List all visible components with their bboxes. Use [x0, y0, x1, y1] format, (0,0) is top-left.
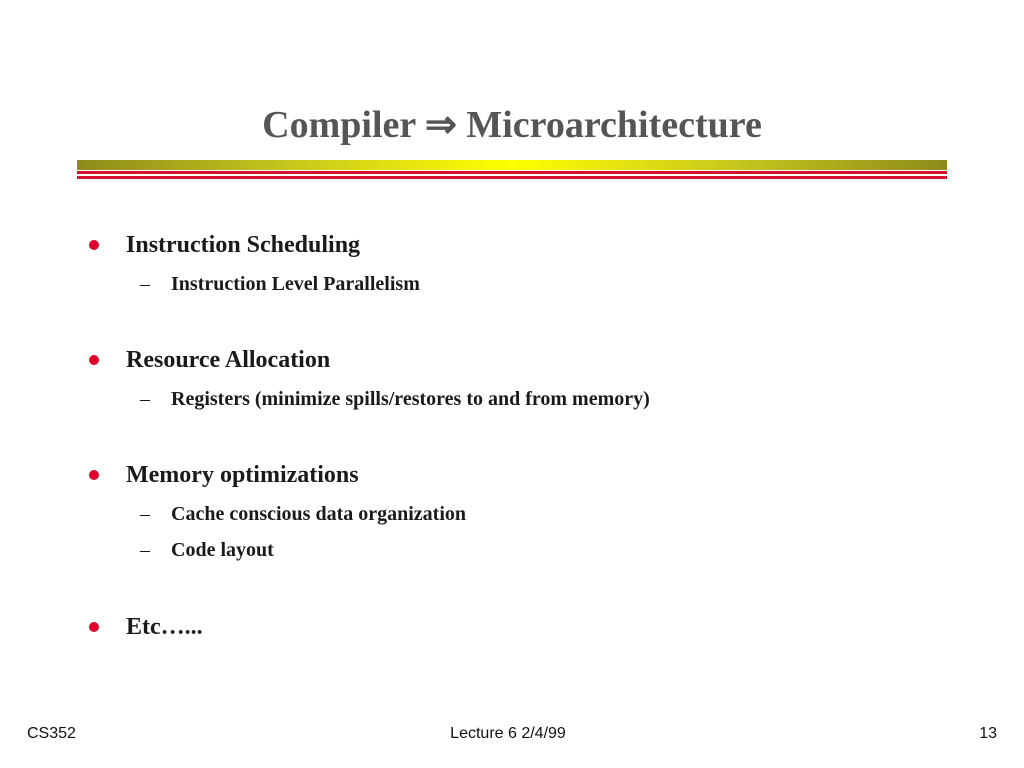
bullet-text: Etc…... [126, 614, 203, 640]
bullet-item [0, 344, 1024, 376]
sub-bullet-item [0, 536, 1024, 564]
footer-page-number: 13 [979, 725, 997, 742]
sub-bullet-item [0, 500, 1024, 528]
dash-icon: – [140, 273, 150, 295]
bullet-item [0, 229, 1024, 261]
bullet-item [0, 611, 1024, 643]
sub-bullet-text: Code layout [171, 539, 274, 561]
dash-icon: – [140, 503, 150, 525]
footer-lecture: Lecture 6 2/4/99 [450, 725, 566, 742]
bullet-dot-icon [89, 470, 99, 480]
bullet-dot-icon [89, 355, 99, 365]
sub-bullet-text: Cache conscious data organization [171, 503, 466, 525]
bullet-text: Resource Allocation [126, 347, 331, 373]
slide-title: Compiler ⇒ Microarchitecture [262, 104, 762, 146]
bullet-dot-icon [89, 240, 99, 250]
sub-bullet-text: Registers (minimize spills/restores to and from memory) [171, 388, 650, 410]
title-rule-gold [77, 160, 947, 170]
sub-bullet-text: Instruction Level Parallelism [171, 273, 420, 295]
sub-bullet-item [0, 270, 1024, 298]
bullet-item [0, 459, 1024, 491]
footer-course: CS352 [27, 725, 76, 742]
sub-bullet-item [0, 385, 1024, 413]
title-rule-red-lower [77, 176, 947, 179]
bullet-text: Instruction Scheduling [126, 232, 361, 258]
bullet-text: Memory optimizations [126, 462, 359, 488]
dash-icon: – [140, 539, 150, 561]
dash-icon: – [140, 388, 150, 410]
title-rule-red-upper [77, 171, 947, 174]
bullet-dot-icon [89, 622, 99, 632]
